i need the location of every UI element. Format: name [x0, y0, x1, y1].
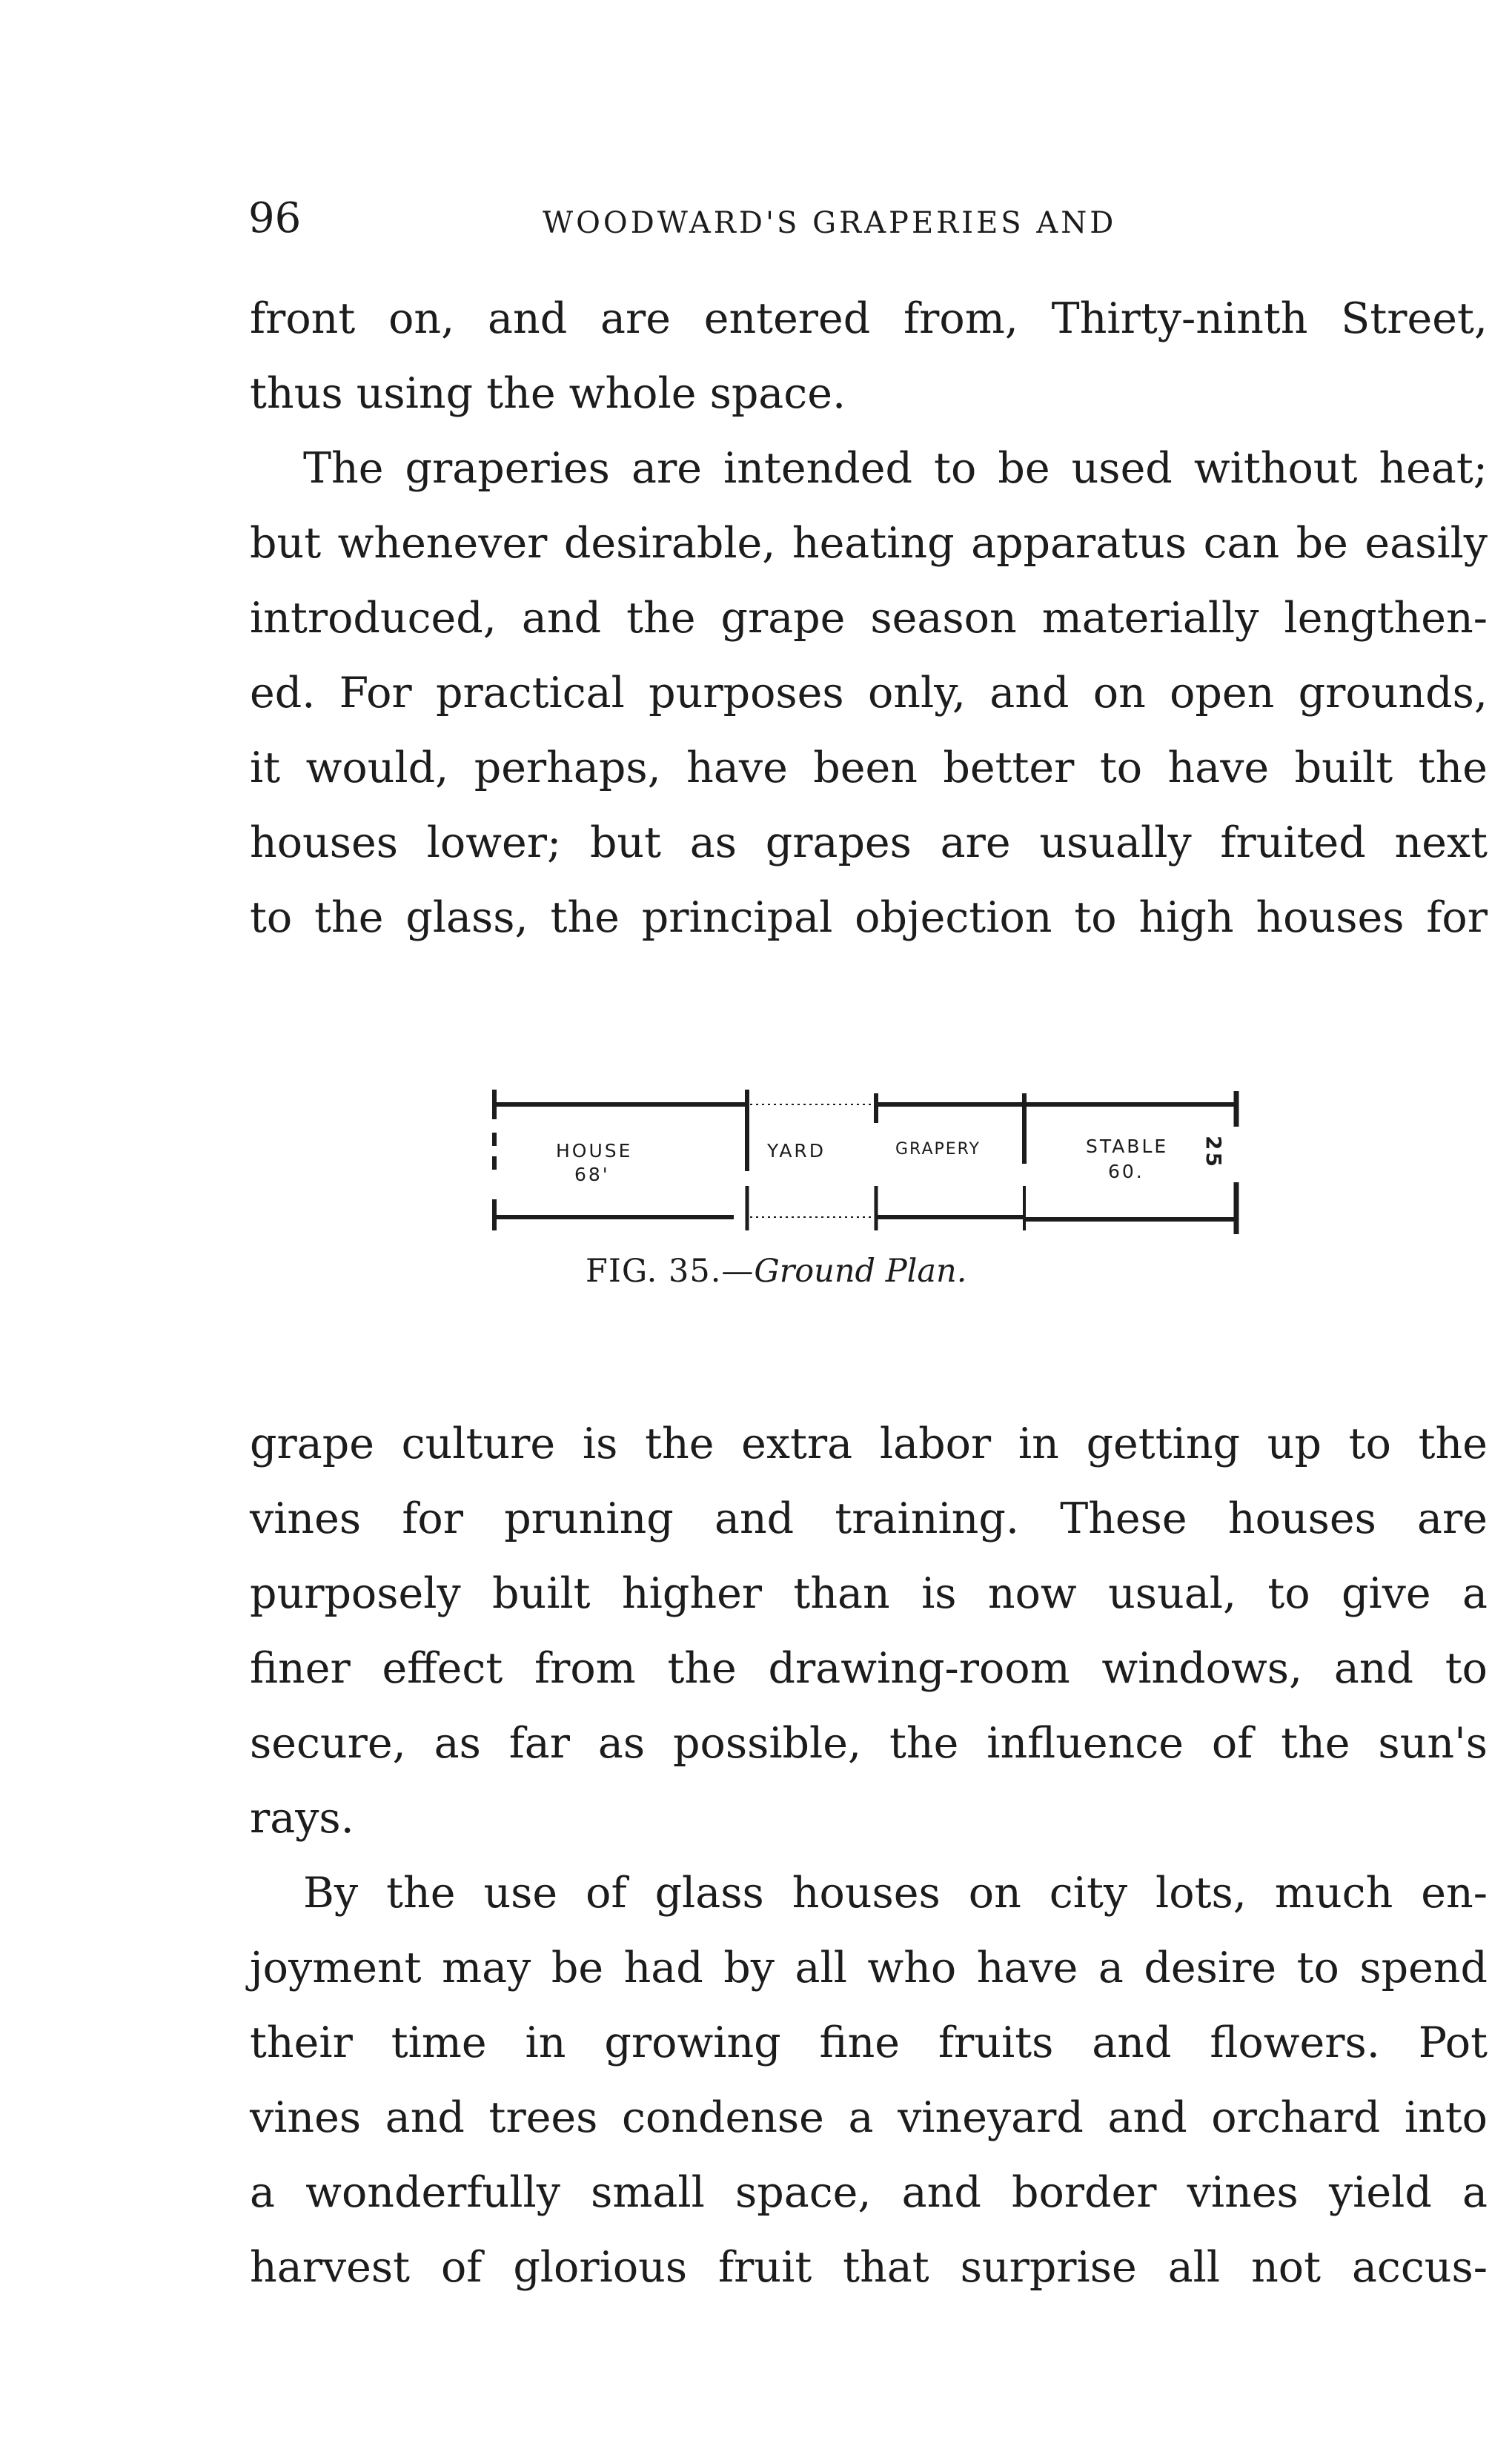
text-line: grape culture is the extra labor in getting up to the	[250, 1419, 1488, 1468]
text-line: By the use of glass houses on city lots, much en-	[303, 1869, 1488, 1918]
text-line: rays.	[250, 1794, 354, 1843]
paragraph-block-bottom	[250, 1407, 1488, 2305]
stable-dimension: 60.	[1108, 1161, 1144, 1182]
text-line: to the glass, the principal objection to high houses for	[250, 893, 1488, 942]
paragraph-block-top	[250, 282, 1488, 955]
yard-label: YARD	[767, 1140, 826, 1162]
text-line: but whenever desirable, heating apparatus can be easily	[250, 519, 1488, 568]
house-label: HOUSE	[556, 1140, 633, 1162]
text-line: it would, perhaps, have been better to have built the	[250, 743, 1488, 792]
figure-number: FIG. 35.—	[586, 1253, 755, 1290]
width-dimension: 25	[1201, 1136, 1226, 1169]
text-line: vines for pruning and training. These houses are	[250, 1494, 1488, 1543]
page-header	[248, 189, 1508, 248]
text-line: front on, and are entered from, Thirty-ninth Street,	[250, 294, 1488, 343]
text-line: harvest of glorious fruit that surprise all not accus-	[250, 2243, 1488, 2292]
text-line: The graperies are intended to be used without heat;	[303, 444, 1488, 493]
text-line: a wonderfully small space, and border vines yield a	[250, 2168, 1488, 2217]
text-line: secure, as far as possible, the influence of the sun's	[250, 1719, 1488, 1768]
text-line: thus using the whole space.	[250, 369, 846, 418]
figure-title: Ground Plan.	[754, 1253, 967, 1290]
text-line: ed. For practical purposes only, and on open grounds,	[250, 669, 1488, 718]
ground-plan-figure	[489, 1082, 1290, 1253]
grapery-label: GRAPERY	[895, 1140, 981, 1159]
text-line: their time in growing fine fruits and flowers. Pot	[250, 2018, 1488, 2067]
text-line: purposely built higher than is now usual, to give a	[250, 1569, 1488, 1618]
stable-label: STABLE	[1086, 1136, 1169, 1157]
figure-caption	[586, 1253, 966, 1290]
running-title: WOODWARD'S GRAPERIES AND	[543, 206, 1117, 240]
text-line: introduced, and the grape season materially lengthen-	[250, 594, 1488, 643]
text-line: finer effect from the drawing-room windows, and to	[250, 1644, 1488, 1693]
text-line: houses lower; but as grapes are usually fruited next	[250, 818, 1488, 867]
page-number: 96	[248, 194, 302, 242]
text-line: vines and trees condense a vineyard and orchard into	[250, 2093, 1488, 2142]
house-dimension: 68'	[574, 1164, 610, 1185]
text-line: joyment may be had by all who have a desire to spend	[250, 1944, 1488, 1992]
